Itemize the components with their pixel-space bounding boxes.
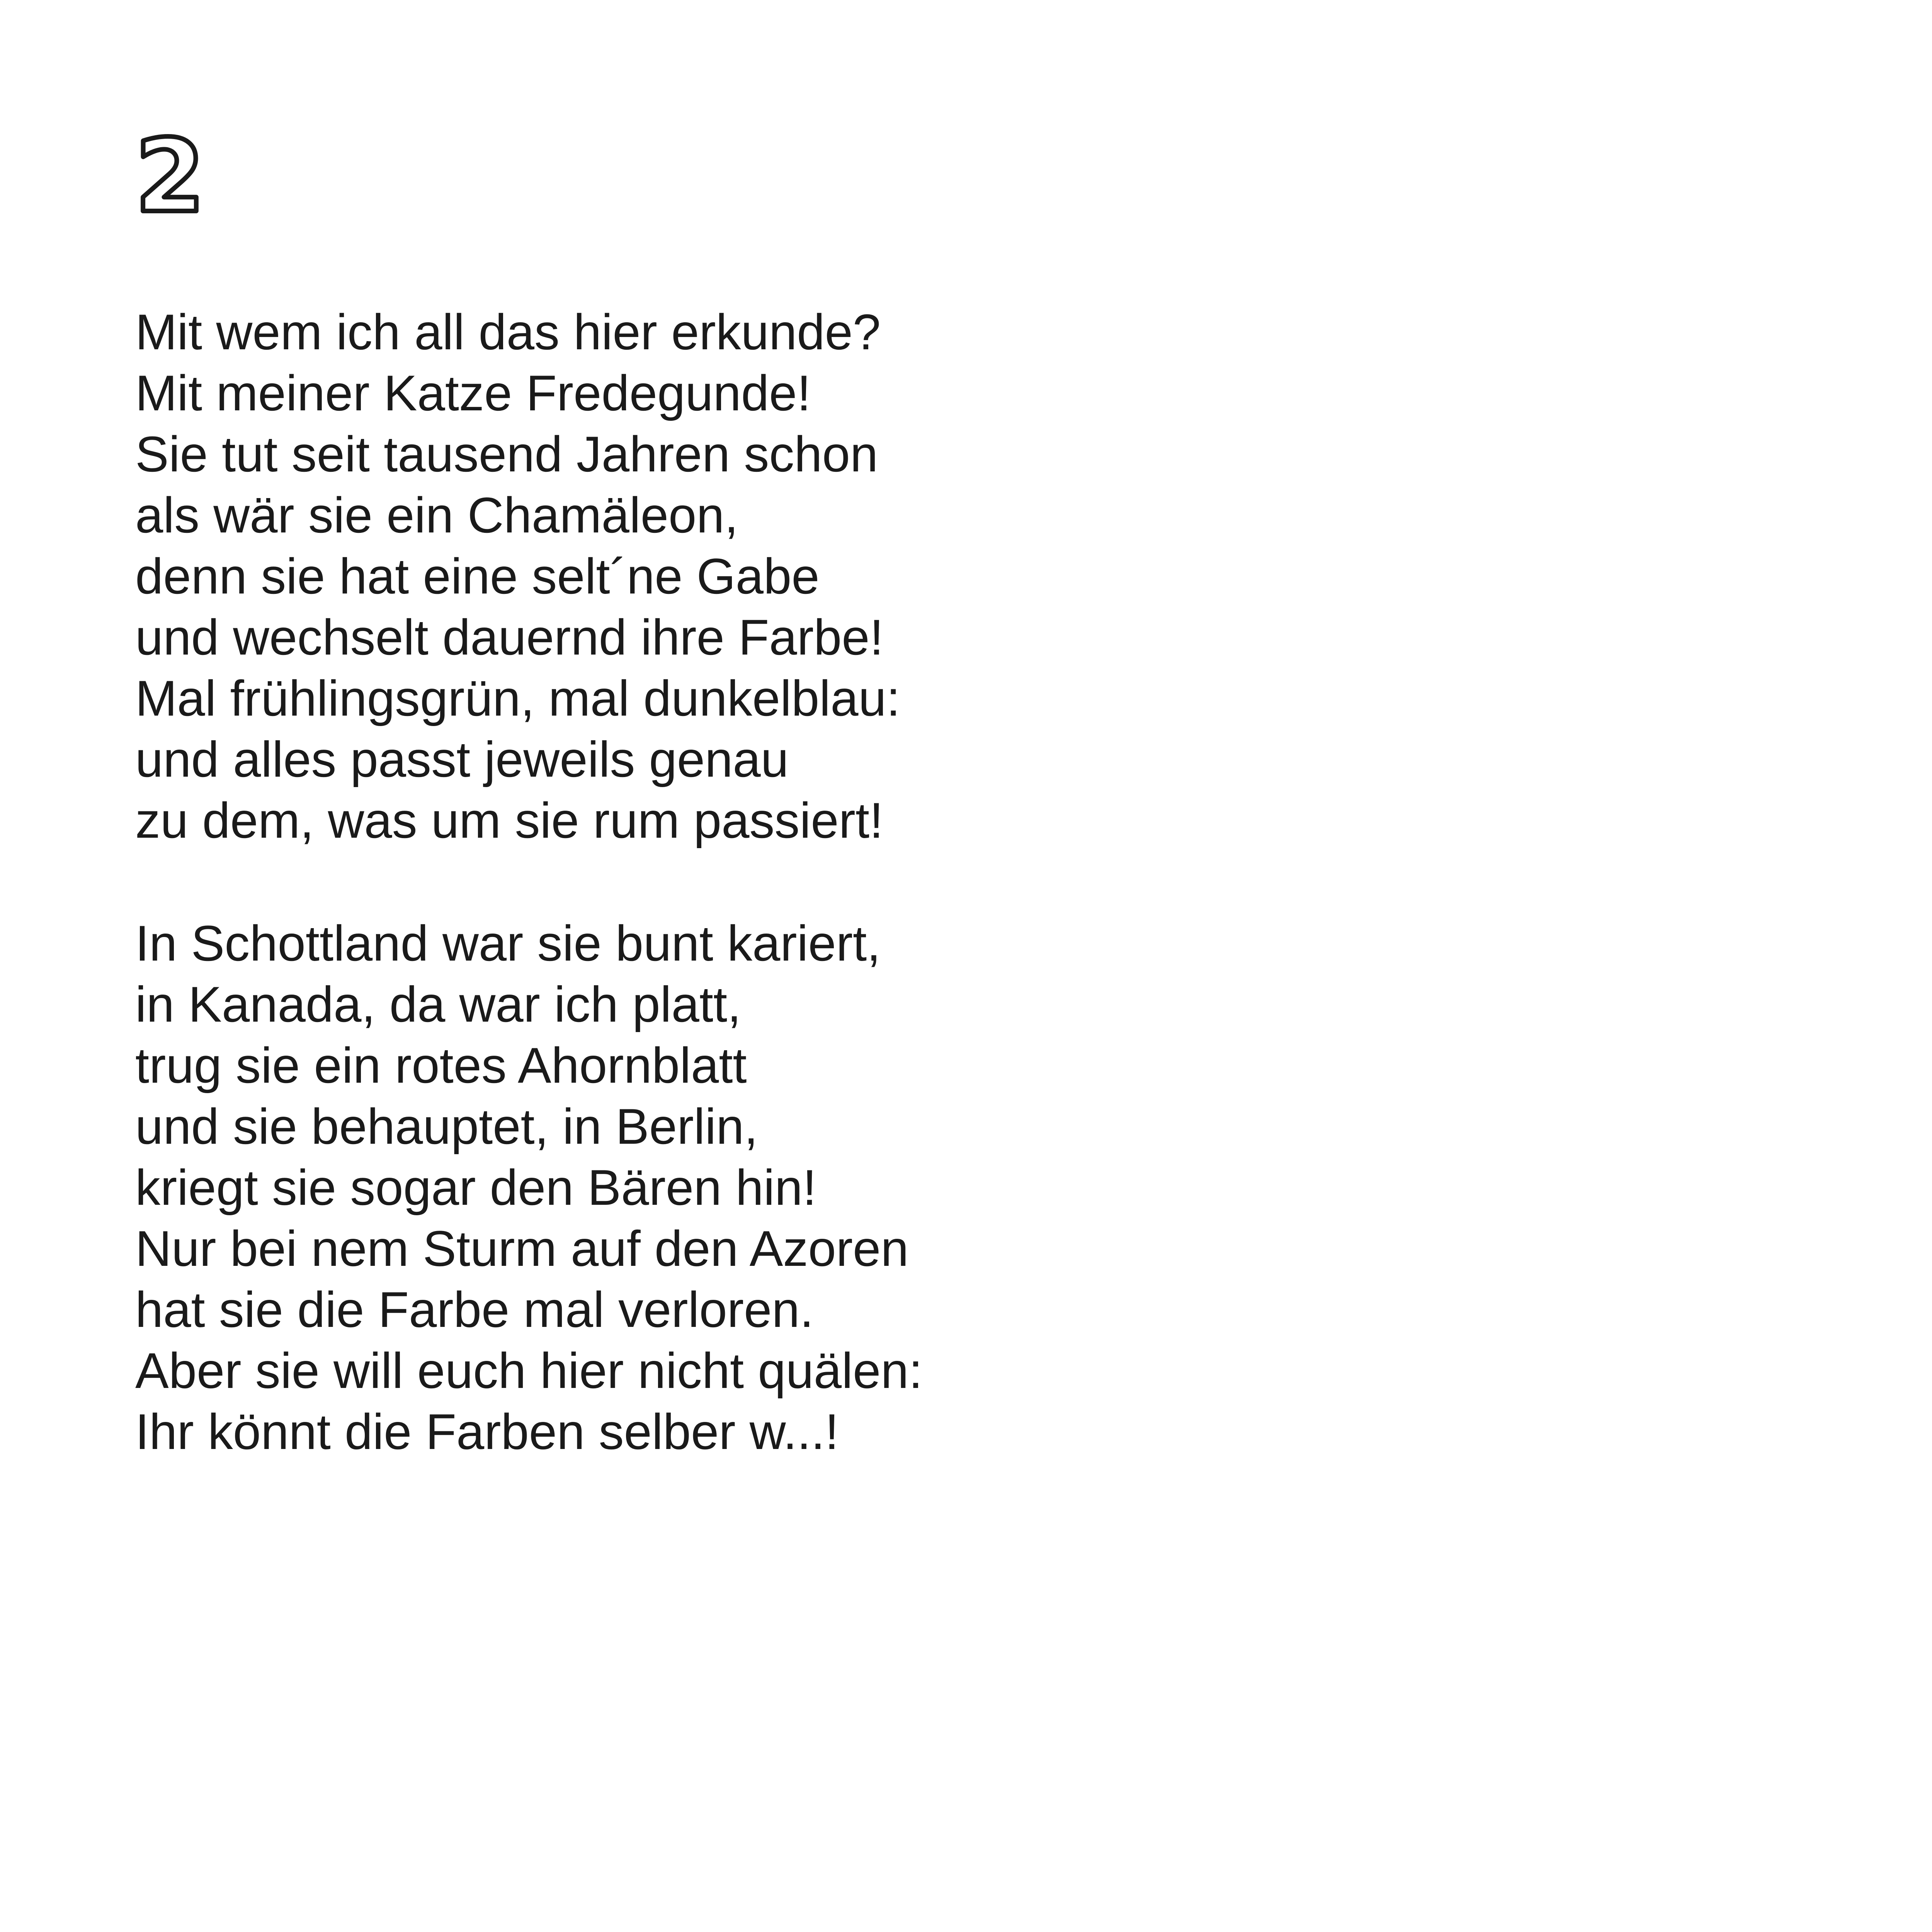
poem-line: und alles passt jeweils genau	[135, 731, 789, 787]
poem-line: in Kanada, da war ich platt,	[135, 976, 742, 1032]
page-number-outline-glyph	[131, 128, 209, 228]
poem-line: Mal frühlingsgrün, mal dunkelblau:	[135, 670, 900, 726]
poem-line: und sie behauptet, in Berlin,	[135, 1098, 758, 1155]
poem-line: und wechselt dauernd ihre Farbe!	[135, 609, 884, 665]
poem	[135, 301, 1372, 1524]
poem-line: kriegt sie sogar den Bären hin!	[135, 1159, 817, 1216]
page-number-text: 2	[135, 128, 205, 228]
poem-line: Mit meiner Katze Fredegunde!	[135, 365, 811, 421]
poem-line: denn sie hat eine selt´ne Gabe	[135, 548, 820, 604]
poem-line: als wär sie ein Chamäleon,	[135, 487, 738, 543]
poem-line: Mit wem ich all das hier erkunde?	[135, 304, 881, 360]
page-number	[131, 128, 209, 228]
stanza-2	[135, 913, 1372, 1462]
poem-line: Ihr könnt die Farben selber w...!	[135, 1403, 839, 1460]
poem-line: trug sie ein rotes Ahornblatt	[135, 1037, 747, 1094]
poem-line: In Schottland war sie bunt kariert,	[135, 915, 881, 971]
poem-line: Sie tut seit tausend Jahren schon	[135, 426, 878, 482]
poem-line: zu dem, was um sie rum passiert!	[135, 792, 884, 849]
stanza-1	[135, 301, 1372, 851]
poem-line: hat sie die Farbe mal verloren.	[135, 1281, 814, 1338]
poem-line: Nur bei nem Sturm auf den Azoren	[135, 1220, 909, 1277]
poem-line: Aber sie will euch hier nicht quälen:	[135, 1342, 923, 1399]
